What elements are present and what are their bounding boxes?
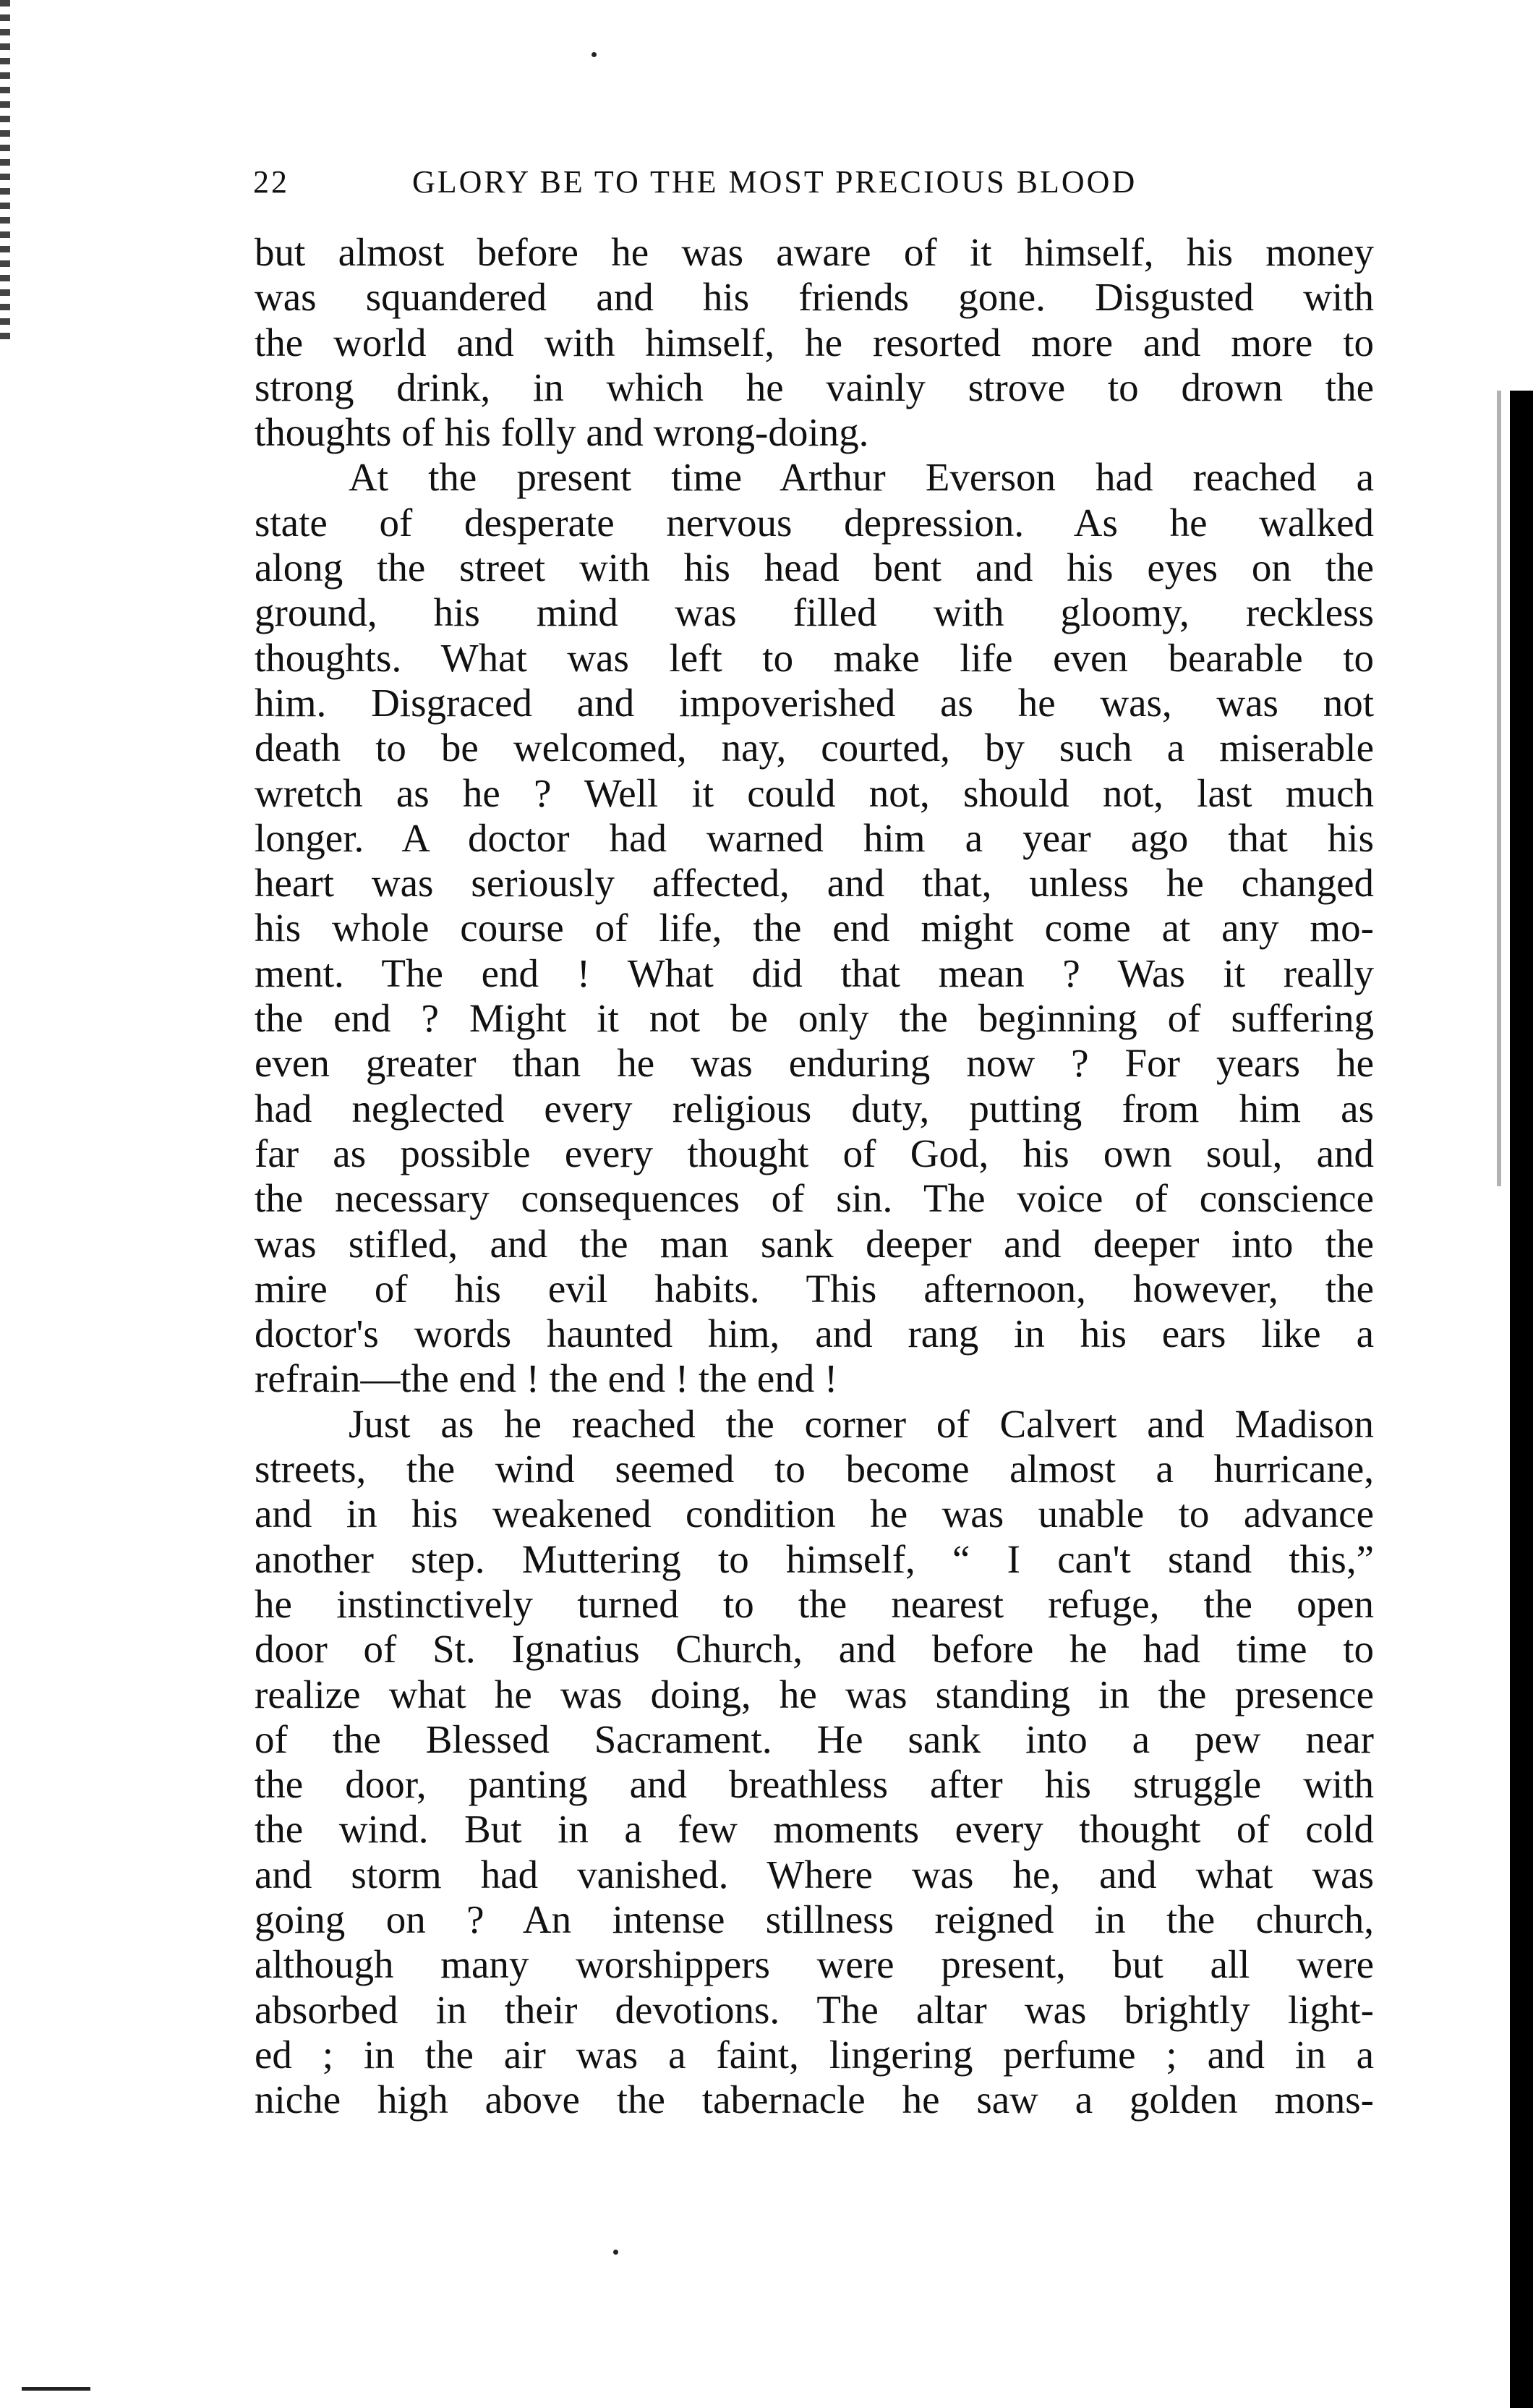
text-line: but almost before he was aware of it himself, his money (255, 230, 1374, 274)
scan-speck (592, 52, 597, 57)
page-header (253, 163, 1237, 207)
text-line: streets, the wind seemed to become almost a hurricane, (255, 1447, 1374, 1492)
text-line: was stifled, and the man sank deeper and deeper into the (255, 1221, 1374, 1266)
body-text (255, 230, 1374, 2122)
text-line: ment. The end ! What did that mean ? Was it really (255, 950, 1374, 995)
scan-artifact-mark (22, 2387, 90, 2391)
text-line: the necessary consequences of sin. The voice of conscience (255, 1176, 1374, 1221)
text-line: refrain—the end ! the end ! the end ! (255, 1356, 838, 1401)
text-line: longer. A doctor had warned him a year ago that his (255, 815, 1374, 860)
text-line: doctor's words haunted him, and rang in his ears like a (255, 1311, 1374, 1356)
text-line: the wind. But in a few moments every thought of cold (255, 1807, 1374, 1852)
text-line: although many worshippers were present, but all were (255, 1942, 1374, 1987)
text-line: door of St. Ignatius Church, and before he had time to (255, 1627, 1374, 1672)
text-line: strong drink, in which he vainly strove to drown the (255, 365, 1374, 409)
text-line: along the street with his head bent and his eyes on the (255, 545, 1374, 590)
text-line: Just as he reached the corner of Calvert and Madison (349, 1401, 1374, 1446)
text-line: ground, his mind was filled with gloomy, reckless (255, 590, 1374, 635)
text-line: thoughts. What was left to make life even bearable to (255, 635, 1374, 680)
page-number: 22 (253, 164, 289, 200)
text-line: far as possible every thought of God, his own soul, and (255, 1131, 1374, 1175)
text-line: wretch as he ? Well it could not, should not, last much (255, 770, 1374, 815)
text-line: he instinctively turned to the nearest refuge, the open (255, 1581, 1374, 1626)
text-line: heart was seriously affected, and that, unless he changed (255, 861, 1374, 906)
text-line: another step. Muttering to himself, “ I can't stand this,” (255, 1536, 1374, 1581)
text-line: even greater than he was enduring now ? For years he (255, 1041, 1374, 1086)
text-line: mire of his evil habits. This afternoon, however, the (255, 1266, 1374, 1311)
text-line: his whole course of life, the end might come at any mo- (255, 906, 1374, 950)
text-line: thoughts of his folly and wrong-doing. (255, 410, 869, 455)
text-line: and storm had vanished. Where was he, and what was (255, 1852, 1374, 1897)
text-line: of the Blessed Sacrament. He sank into a pew near (255, 1716, 1374, 1761)
text-line: going on ? An intense stillness reigned in the church, (255, 1897, 1374, 1941)
text-line: death to be welcomed, nay, courted, by such a miserable (255, 726, 1374, 770)
text-line: the world and with himself, he resorted more and more to (255, 320, 1374, 365)
text-line: state of desperate nervous depression. As he walked (255, 500, 1374, 545)
page-edge-shadow-left (0, 0, 10, 340)
text-line: ed ; in the air was a faint, lingering perfume ; and in a (255, 2032, 1374, 2077)
text-line: him. Disgraced and impoverished as he was, was not (255, 680, 1374, 725)
text-line: the end ? Might it not be only the beginning of suffering (255, 996, 1374, 1041)
running-head: GLORY BE TO THE MOST PRECIOUS BLOOD (412, 164, 1137, 200)
text-line: At the present time Arthur Everson had reached a (349, 455, 1374, 500)
text-line: and in his weakened condition he was unable to advance (255, 1492, 1374, 1536)
page-edge-shadow-right (1510, 391, 1533, 2408)
scan-speck (613, 2250, 618, 2255)
text-line: absorbed in their devotions. The altar was brightly light- (255, 1987, 1374, 2032)
text-line: realize what he was doing, he was standing in the presence (255, 1672, 1374, 1716)
text-line: the door, panting and breathless after his struggle with (255, 1762, 1374, 1807)
text-line: was squandered and his friends gone. Disgusted with (255, 275, 1374, 320)
text-line: niche high above the tabernacle he saw a golden mons- (255, 2077, 1374, 2122)
text-line: had neglected every religious duty, putting from him as (255, 1086, 1374, 1131)
page-edge-line-right (1497, 391, 1501, 1186)
